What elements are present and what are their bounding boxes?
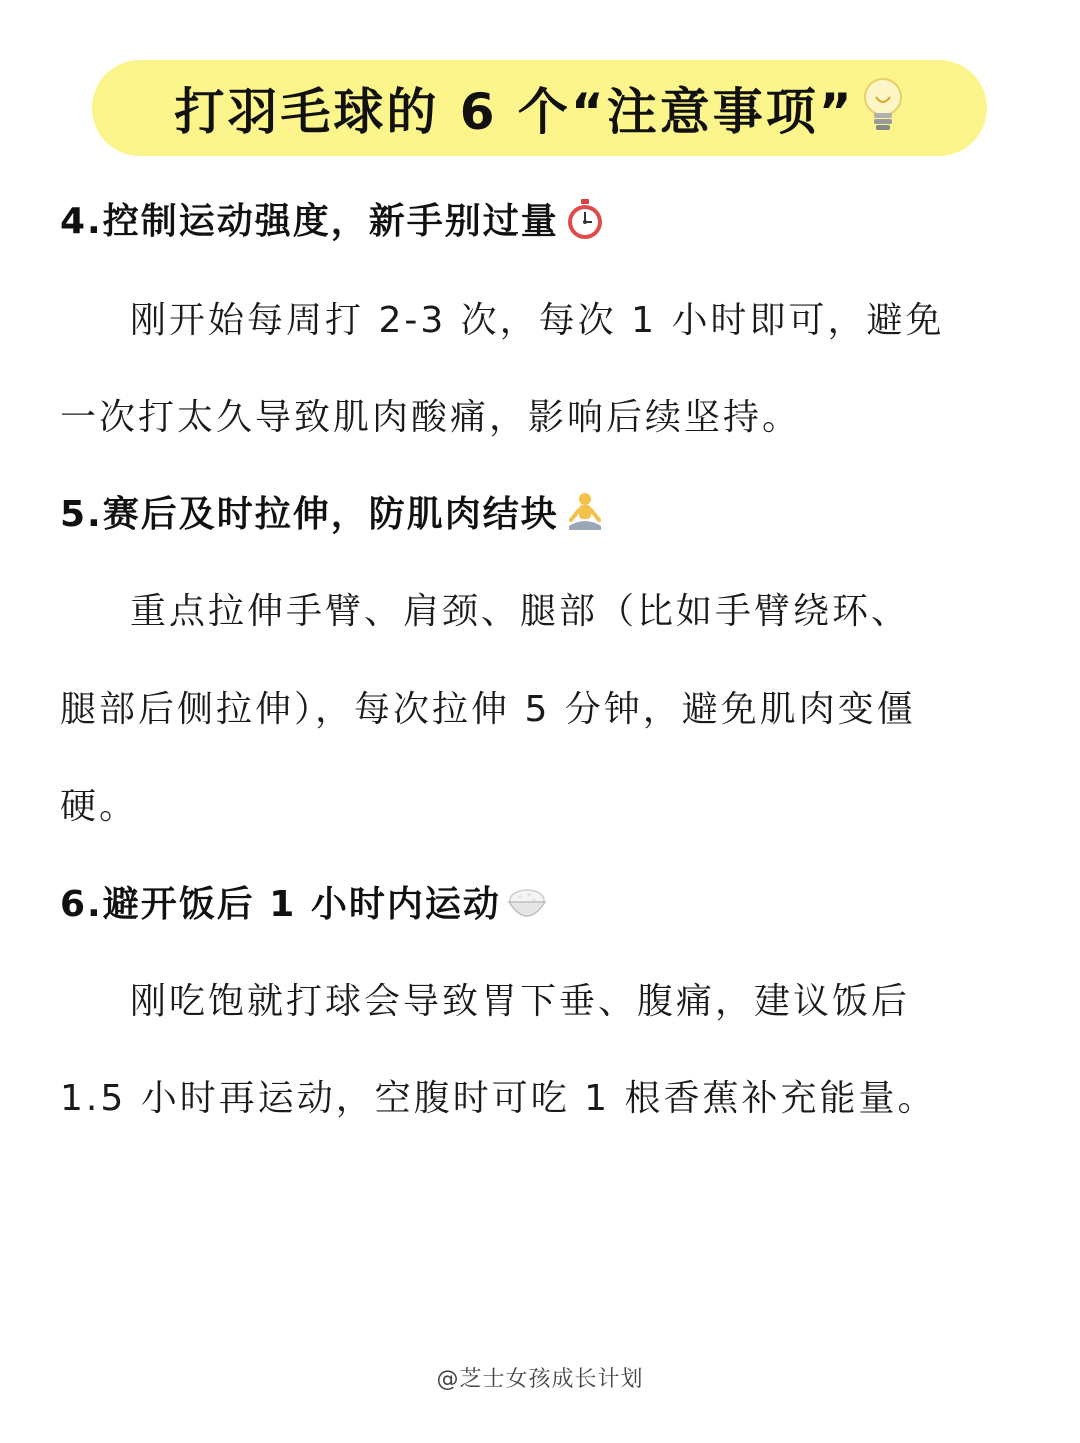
- paragraph-line: 硬。: [60, 786, 139, 827]
- paragraph-line: 腿部后侧拉伸），每次拉伸 5 分钟，避免肌肉变僵: [60, 689, 916, 730]
- section-heading-text: 6.避开饭后 1 小时内运动: [60, 884, 501, 925]
- rice-bowl-icon: [505, 880, 549, 924]
- stopwatch-icon: [563, 197, 607, 241]
- section-heading-6: [60, 876, 549, 927]
- paragraph-line: 重点拉伸手臂、肩颈、腿部（比如手臂绕环、: [130, 591, 911, 632]
- section-heading-text: 5.赛后及时拉伸，防肌肉结块: [60, 494, 559, 535]
- paragraph-line: 1.5 小时再运动，空腹时可吃 1 根香蕉补充能量。: [60, 1078, 937, 1119]
- paragraph-line: 刚吃饱就打球会导致胃下垂、腹痛，建议饭后: [130, 981, 911, 1022]
- paragraph-line: 刚开始每周打 2-3 次，每次 1 小时即可，避免: [130, 300, 945, 341]
- watermark: @芝士女孩成长计划: [436, 1367, 644, 1392]
- section-heading-4: [60, 193, 607, 244]
- title-banner: [92, 60, 987, 156]
- lightbulb-icon: [861, 77, 905, 139]
- section-heading-text: 4.控制运动强度，新手别过量: [60, 201, 559, 242]
- meditation-person-icon: [563, 490, 607, 534]
- page-title: 打羽毛球的 6 个“注意事项”: [174, 83, 855, 141]
- section-heading-5: [60, 486, 607, 537]
- paragraph-line: 一次打太久导致肌肉酸痛，影响后续坚持。: [60, 397, 802, 438]
